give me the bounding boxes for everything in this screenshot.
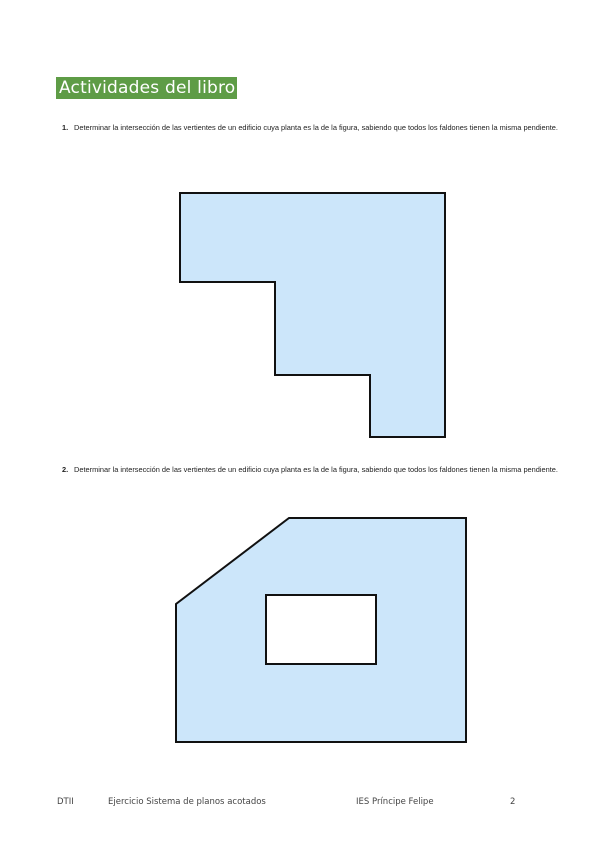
footer-subject: DTII xyxy=(57,797,74,807)
exercise-statement: Determinar la intersección de las vertientes de un edificio cuya planta es la de la figura, sabiendo que todos los faldones tienen la misma pendiente. xyxy=(74,123,558,132)
floor-plan-figure-1 xyxy=(180,193,445,437)
exercise-number: 2. xyxy=(62,465,69,474)
footer-page-number: 2 xyxy=(510,797,516,807)
section-title: Actividades del libro xyxy=(56,77,237,99)
footer-school: IES Príncipe Felipe xyxy=(356,797,434,807)
exercise-statement: Determinar la intersección de las vertientes de un edificio cuya planta es la de la figura, sabiendo que todos los faldones tienen la misma pendiente. xyxy=(74,465,558,474)
courtyard-opening xyxy=(266,595,376,664)
footer-document-title: Ejercicio Sistema de planos acotados xyxy=(108,797,266,807)
exercise-number: 1. xyxy=(62,123,69,132)
